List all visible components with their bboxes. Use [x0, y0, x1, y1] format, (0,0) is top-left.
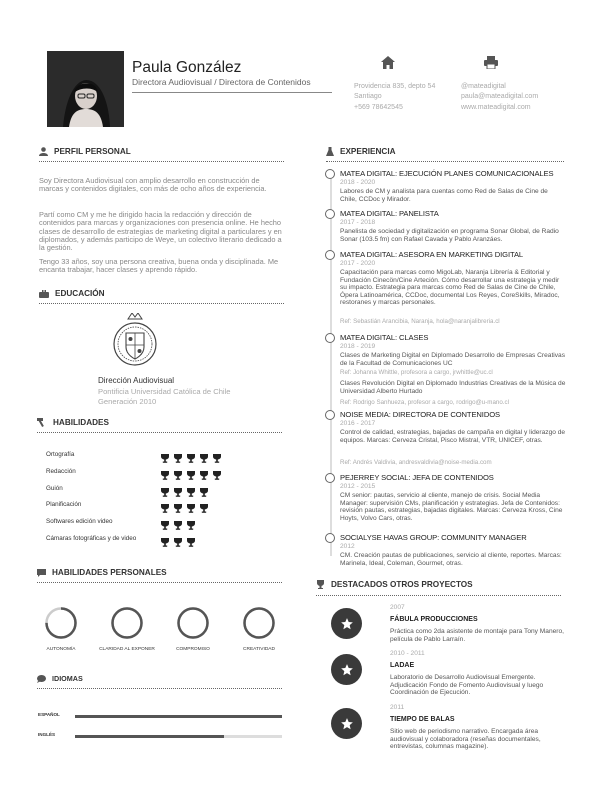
section-habilidades-head	[37, 418, 109, 427]
language-label: INGLÉS	[38, 732, 56, 737]
trophy-icon	[160, 534, 170, 552]
user-icon	[39, 147, 48, 156]
trophy-icon	[212, 450, 222, 468]
skill-rating	[160, 450, 222, 468]
job-title: NOISE MEDIA: DIRECTORA DE CONTENIDOS	[340, 410, 500, 419]
skill-rating	[160, 500, 209, 518]
section-title: DESTACADOS OTROS PROYECTOS	[331, 580, 473, 589]
trophy-icon	[186, 517, 196, 535]
person-role: Directora Audiovisual / Directora de Contenidos	[132, 77, 311, 87]
job-title: MATEA DIGITAL: CLASES	[340, 333, 429, 342]
section-divider	[39, 303, 284, 304]
job-reference: Ref: Andrés Valdivia, andresvaldivia@noise-media.com	[340, 459, 492, 466]
job-description: Clases Revolución Digital en Diplomado Industrias Creativas de la Música de Universidad Alberto Hurtado	[340, 380, 566, 395]
job-title: SOCIALYSE HAVAS GROUP: COMMUNITY MANAGER	[340, 533, 527, 542]
trophy-icon	[160, 467, 170, 485]
section-title: HABILIDADES PERSONALES	[52, 568, 167, 577]
timeline-dot	[325, 209, 335, 219]
section-title: HABILIDADES	[53, 418, 109, 427]
ring-label: AUTONOMÍA	[46, 647, 76, 652]
job-description: CM senior: pautas, servicio al cliente, manejo de crisis. Social Media Manager: supervisión CMs, planificación y estrategias. Jefa de Contenidos: revisión pautas, estrategias, bajadas digitales. Marcas: Cerveza Kross, Cine Hoyts, Volvo Cars, otras.	[340, 492, 563, 522]
project-description: Laboratorio de Desarrollo Audiovisual Emergente. Adjudicación Fondo de Fomento Audiovisual y luego Coordinación de Ejecución.	[390, 674, 544, 697]
skill-ring	[243, 607, 275, 639]
trophy-icon	[316, 580, 325, 589]
project-year: 2007	[390, 604, 405, 611]
address-line: Providencia 835, depto 54	[354, 83, 436, 90]
section-divider	[316, 595, 561, 596]
timeline-dot	[325, 333, 335, 343]
contact-address	[354, 82, 435, 113]
perfil-paragraph: Tengo 33 años, soy una persona creativa, buena onda y disciplinada. Me encanta trabajar, hacer clases y aprendo rápido.	[39, 257, 279, 275]
trophy-icon	[160, 517, 170, 535]
hammer-icon	[37, 418, 47, 427]
ring-label: CLARIDAD AL EXPONER	[99, 647, 155, 652]
home-icon	[381, 56, 395, 69]
job-description: Control de calidad, estrategias, bajadas de campaña en digital y liderazgo de equipos. Marcas: Cerveza Cristal, Pisco Mistral, VTR, UNICEF, otras.	[340, 429, 566, 444]
language-label: ESPAÑOL	[38, 712, 60, 717]
skill-label: Planificación	[46, 501, 82, 509]
timeline-dot	[325, 250, 335, 260]
trophy-icon	[199, 484, 209, 502]
job-title: MATEA DIGITAL: EJECUCIÓN PLANES COMUNICACIONALES	[340, 169, 554, 178]
job-reference: Ref: Rodrigo Sanhueza, profesor a cargo, rodrigo@u-mano.cl	[340, 399, 509, 406]
chat-icon	[37, 569, 46, 577]
speech-bubble-icon	[37, 675, 46, 683]
contact-social	[461, 82, 538, 113]
star-icon	[331, 654, 362, 685]
job-description: Panelista de sociedad y digitalización en programa Sonar Global, de Radio Sonar (103.5 fm) con Rafael Cavada y Pablo Aranzáes.	[340, 228, 559, 243]
section-divider	[37, 688, 282, 689]
job-date: 2016 - 2017	[340, 420, 376, 427]
section-title: IDIOMAS	[52, 674, 83, 683]
skill-rating	[160, 534, 196, 552]
section-title: EDUCACIÓN	[55, 289, 105, 298]
trophy-icon	[186, 467, 196, 485]
project-title: FÁBULA PRODUCCIONES	[390, 616, 478, 623]
trophy-icon	[199, 467, 209, 485]
skill-label: Redacción	[46, 467, 76, 475]
project-year: 2011	[390, 704, 405, 711]
person-name: Paula González	[132, 59, 242, 76]
trophy-icon	[212, 467, 222, 485]
job-reference: Ref: Johanna Whittle, profesora a cargo, jrwhittle@uc.cl	[340, 369, 493, 376]
skill-ring	[111, 607, 143, 639]
language-bar	[75, 735, 282, 738]
job-title: MATEA DIGITAL: PANELISTA	[340, 209, 439, 218]
city-line: Santiago	[354, 93, 382, 101]
trophy-icon	[173, 467, 183, 485]
job-title: MATEA DIGITAL: ASESORA EN MARKETING DIGITAL	[340, 250, 524, 259]
school-name: Pontificia Universidad Católica de Chile	[98, 387, 231, 396]
degree-name: Dirección Audiovisual	[98, 376, 175, 385]
section-proyectos-head	[316, 580, 473, 589]
printer-icon	[484, 56, 498, 69]
trophy-icon	[160, 500, 170, 518]
trophy-icon	[186, 450, 196, 468]
section-perfil-head	[39, 147, 131, 156]
language-bar-fill	[75, 735, 224, 738]
briefcase-icon	[39, 290, 49, 298]
flask-icon	[326, 147, 334, 156]
job-date: 2017 - 2020	[340, 260, 376, 267]
language-bar	[75, 715, 282, 718]
skill-rating	[160, 467, 222, 485]
trophy-icon	[173, 500, 183, 518]
project-description: Práctica como 2da asistente de montaje para Tony Manero, película de Pablo Larraín.	[390, 628, 564, 643]
skill-rating	[160, 517, 196, 535]
header-divider	[132, 92, 332, 93]
timeline-dot	[325, 533, 335, 543]
section-idiomas-head	[37, 674, 83, 683]
job-date: 2012 - 2015	[340, 483, 376, 490]
project-title: LADAE	[390, 662, 415, 669]
section-title: PERFIL PERSONAL	[54, 147, 131, 156]
perfil-paragraph: Soy Directora Audiovisual con amplio desarrollo en construcción de marcas y contenidos digitales, con más de ocho años de experiencia.	[39, 176, 267, 194]
job-date: 2018 - 2019	[340, 343, 376, 350]
skill-ring	[45, 607, 77, 639]
university-seal-icon	[112, 313, 158, 374]
section-experiencia-head	[326, 147, 396, 156]
email-line: paula@mateadigital.com	[461, 93, 539, 101]
trophy-icon	[199, 500, 209, 518]
section-educacion-head	[39, 289, 105, 298]
section-divider	[39, 161, 284, 162]
skill-label: Ortografía	[46, 451, 75, 458]
project-description: Sitio web de periodismo narrativo. Encargada área audiovisual y colaboradora (reseñas documentales, entrevistas, columnas magazine).	[390, 728, 541, 751]
job-description: Capacitación para marcas como MigoLab, Naranja Librería & Editorial y Fundación Cinecön/Cine Arteción. Cómo desarrollar una estrategia y medir su impacto. Estrategia para marcas como Red de Salas de Cine de Chile, Ópera Latinoamérica, CCDoc, documental Los Reyes, CoreSkills, Miradoc, restoranes y marcas personales.	[340, 269, 560, 307]
skill-label: Cámaras fotográficas y de video	[46, 535, 137, 542]
graduation-year: Generación 2010	[98, 397, 157, 406]
timeline-dot	[325, 169, 335, 179]
phone-line: +569 78642545	[354, 103, 403, 111]
section-divider	[37, 432, 282, 433]
website-line: www.mateadigital.com	[461, 103, 531, 111]
job-description: CM. Creación pautas de publicaciones, servicio al cliente, reportes. Marcas: Marinela, Ideal, Coleman, Gourmet, otras.	[340, 552, 562, 567]
trophy-icon	[173, 450, 183, 468]
trophy-icon	[173, 484, 183, 502]
job-date: 2012	[340, 543, 355, 550]
section-title: EXPERIENCIA	[340, 147, 396, 156]
job-date: 2018 - 2020	[340, 179, 376, 186]
trophy-icon	[160, 450, 170, 468]
job-date: 2017 - 2018	[340, 219, 376, 226]
job-description: Labores de CM y analista para cuentas como Red de Salas de Cine de Chile, CCDoc y Mirador.	[340, 188, 548, 203]
ring-label: COMPROMISO	[176, 647, 210, 652]
trophy-icon	[173, 517, 183, 535]
timeline-dot	[325, 410, 335, 420]
section-divider	[37, 582, 282, 583]
trophy-icon	[160, 484, 170, 502]
skill-ring	[177, 607, 209, 639]
trophy-icon	[199, 450, 209, 468]
star-icon	[331, 708, 362, 739]
trophy-icon	[173, 534, 183, 552]
trophy-icon	[186, 534, 196, 552]
section-divider	[326, 161, 564, 162]
skill-label: Softwares edición video	[46, 518, 113, 526]
section-personales-head	[37, 568, 167, 577]
ring-label: CREATIVIDAD	[243, 647, 275, 652]
project-title: TIEMPO DE BALAS	[390, 716, 455, 723]
handle-line: @mateadigital	[461, 83, 506, 90]
timeline-dot	[325, 473, 335, 483]
language-bar-fill	[75, 715, 282, 718]
star-icon	[331, 608, 362, 639]
skill-label: Guión	[46, 484, 63, 492]
timeline-line	[330, 172, 332, 556]
job-title: PEJERREY SOCIAL: JEFA DE CONTENIDOS	[340, 473, 494, 482]
trophy-icon	[186, 484, 196, 502]
project-year: 2010 - 2011	[390, 650, 425, 657]
perfil-paragraph: Partí como CM y me he dirigido hacia la redacción y dirección de contenidos para marcas y organizaciones con presencia online. He hecho clases de desarrollo de estrategias de marketing digital a particulares y en diplomados, y además participo de Weye, un colectivo literario dedicado a la gestión.	[39, 210, 282, 253]
job-description: Clases de Marketing Digital en Diplomado Desarrollo de Empresas Creativas de la Facultad de Comunicaciones UC	[340, 352, 566, 367]
job-reference: Ref: Sebastián Arancibia, Naranja, hola@naranjalibreria.cl	[340, 318, 500, 325]
trophy-icon	[186, 500, 196, 518]
profile-photo	[47, 51, 124, 127]
skill-rating	[160, 484, 209, 502]
